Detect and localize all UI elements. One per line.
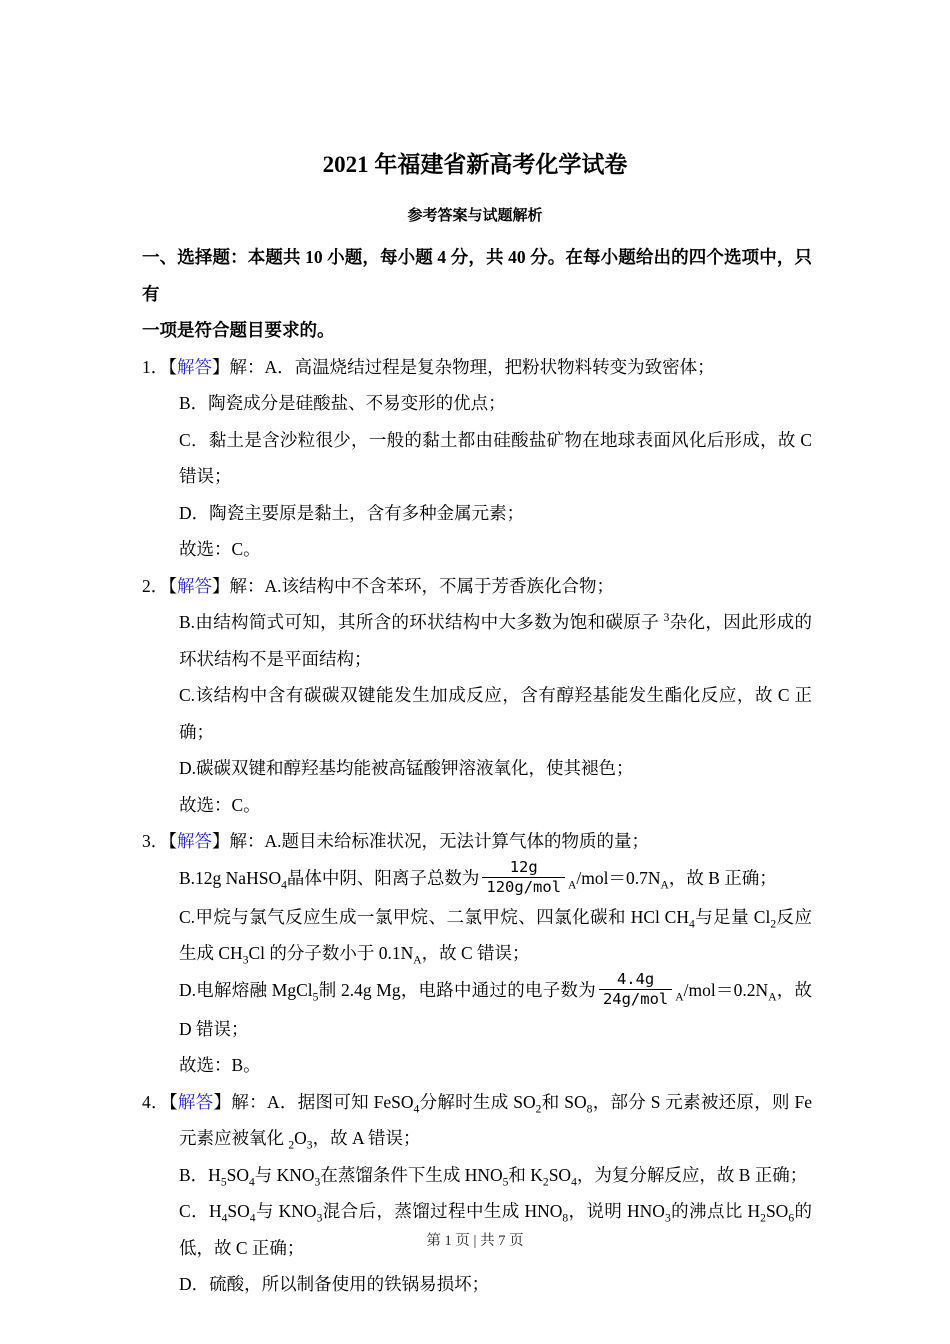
question-3-line: C.甲烷与氯气反应生成一氯甲烷、二氯甲烷、四氯化碳和 HCl $CH_4$与足量 $Cl_2$反应生成 $CH_3Cl$ 的分子数小于 $0.1N_A$，故 C 错误； (179, 906, 812, 967)
question-1-line: B．陶瓷成分是硅酸盐、不易变形的优点； (179, 393, 506, 413)
subscript: A (413, 954, 422, 967)
question-2-line: 故选：C。 (179, 794, 261, 815)
subscript: 2 (535, 1103, 542, 1116)
subscript: 2 (542, 1176, 549, 1189)
fraction (599, 970, 672, 1008)
question-1-lead-line: 1．【解答】解：A．高温烧结过程是复杂物理，把粉状物料转变为致密体； (142, 356, 715, 377)
subscript: 8 (562, 1212, 569, 1225)
question-2-lead-line: 2．【解答】解：A.该结构中不含苯环，不属于芳香族化合物； (142, 575, 615, 596)
page-subtitle: 参考答案与试题解析 (407, 208, 543, 224)
question-4-lead-line: 4．【解答】解：A．据图可知 FeSO$_4$分解时生成 $SO_2$和 $SO_8$，部分 S 元素被还原，则 Fe 元素应被氧化 $_2O_3$，故 A 错误； (142, 1091, 813, 1152)
subscript: A (768, 991, 777, 1004)
subscript: 3 (314, 1176, 321, 1189)
question-1-line: C．黏土是含沙粒很少，一般的黏土都由硅酸盐矿物在地球表面风化后形成，故 C 错误； (179, 429, 812, 486)
subscript: 4 (688, 918, 695, 931)
subscript: A (568, 879, 577, 891)
section-heading-line-1: 一、选择题：本题共 10 小题，每小题 4 分，共 40 分。在每小题给出的四个选项中，只有 (142, 247, 812, 304)
document-body (142, 239, 812, 1303)
fraction-numerator: 4.4g (616, 970, 655, 989)
question-3-line: D.电解熔融 MgCl$_5$制 2.4g Mg，电路中通过的电子数为 $\frac{4.4g}{\text{24g/mol}}$ $_A/mol=0.2N_A$，故 D 错误； (179, 970, 813, 1039)
subscript: 4 (281, 879, 287, 891)
answer-label: 解答 (177, 575, 212, 596)
question-2-line: D.碳碳双键和醇羟基均能被高锰酸钾溶液氧化，使其褪色； (179, 758, 634, 778)
subscript: 3 (242, 954, 249, 967)
subscript: 5 (312, 991, 319, 1004)
subscript: 4 (249, 1212, 256, 1225)
answer-label: 解答 (177, 831, 212, 851)
superscript: 3 (663, 612, 670, 625)
answer-label: 解答 (177, 1091, 214, 1112)
fraction-denominator: 120g/mol (482, 877, 565, 897)
section-heading (142, 239, 812, 349)
subscript: 4 (248, 1176, 255, 1189)
subscript: 6 (788, 1212, 795, 1225)
page-number-footer: 第 1 页 | 共 7 页 (426, 1233, 524, 1249)
fraction-denominator: 24g/mol (599, 989, 672, 1009)
question-4-line: C．$H_4SO_4$与 $KNO_3$混合后，蒸馏过程中生成 $HNO_8$，说明 $HNO_3$的沸点比 $H_2SO_6$的低，故 C 正确； (179, 1201, 813, 1258)
question-1-line: D．陶瓷主要原是黏土，含有多种金属元素； (179, 502, 525, 523)
subscript: 3 (316, 1212, 323, 1225)
subscript: 2 (770, 918, 777, 931)
subscript: 5 (502, 1176, 509, 1189)
fraction-numerator: 12g (509, 858, 538, 877)
question-3 (142, 823, 812, 1084)
question-1-line: 故选：C。 (179, 539, 261, 559)
subscript: A (660, 879, 669, 891)
question-2-line: B.由结构简式可知，其所含的环状结构中大多数为饱和碳原子 $^3$杂化，因此形成的环状结构不是平面结构； (179, 612, 813, 669)
subscript: 4 (571, 1176, 577, 1189)
subscript: 4 (413, 1103, 420, 1116)
subscript: 3 (664, 1212, 671, 1225)
subscript: A (675, 991, 684, 1004)
subscript: 8 (586, 1103, 593, 1116)
subscript: 2 (288, 1139, 295, 1152)
page-title: 2021 年福建省新高考化学试卷 (322, 152, 628, 177)
question-4-line: B．$H_5SO_4$与 $KNO_3$在蒸馏条件下生成 $HNO_5$和 $K_2SO_4$，为复分解反应，故 B 正确； (179, 1164, 808, 1189)
subscript: 2 (760, 1212, 766, 1225)
question-4 (142, 1084, 812, 1303)
question-2 (142, 568, 812, 824)
answer-label: 解答 (177, 356, 212, 377)
subscript: 5 (220, 1176, 227, 1189)
subscript: 4 (221, 1212, 228, 1225)
question-4-line: D．硫酸，所以制备使用的铁锅易损坏； (179, 1274, 490, 1295)
subscript: 3 (306, 1139, 313, 1152)
fraction (482, 858, 565, 896)
question-1 (142, 349, 812, 568)
question-2-line: C.该结构中含有碳碳双键能发生加成反应，含有醇羟基能发生酯化反应，故 C 正确； (179, 685, 812, 742)
question-3-lead-line: 3．【解答】解：A.题目未给标准状况，无法计算气体的物质的量； (142, 831, 650, 851)
question-3-line: 故选：B。 (179, 1055, 261, 1076)
question-3-line: B.12g NaHSO$_4$晶体中阴、阳离子总数为 $\frac{12g}{\text{120g/mol}}$ $_A/mol=0.7N_A$，故 B 正确； (179, 858, 777, 896)
questions-container (142, 349, 812, 1303)
section-heading-line-2: 一项是符合题目要求的。 (142, 320, 335, 340)
